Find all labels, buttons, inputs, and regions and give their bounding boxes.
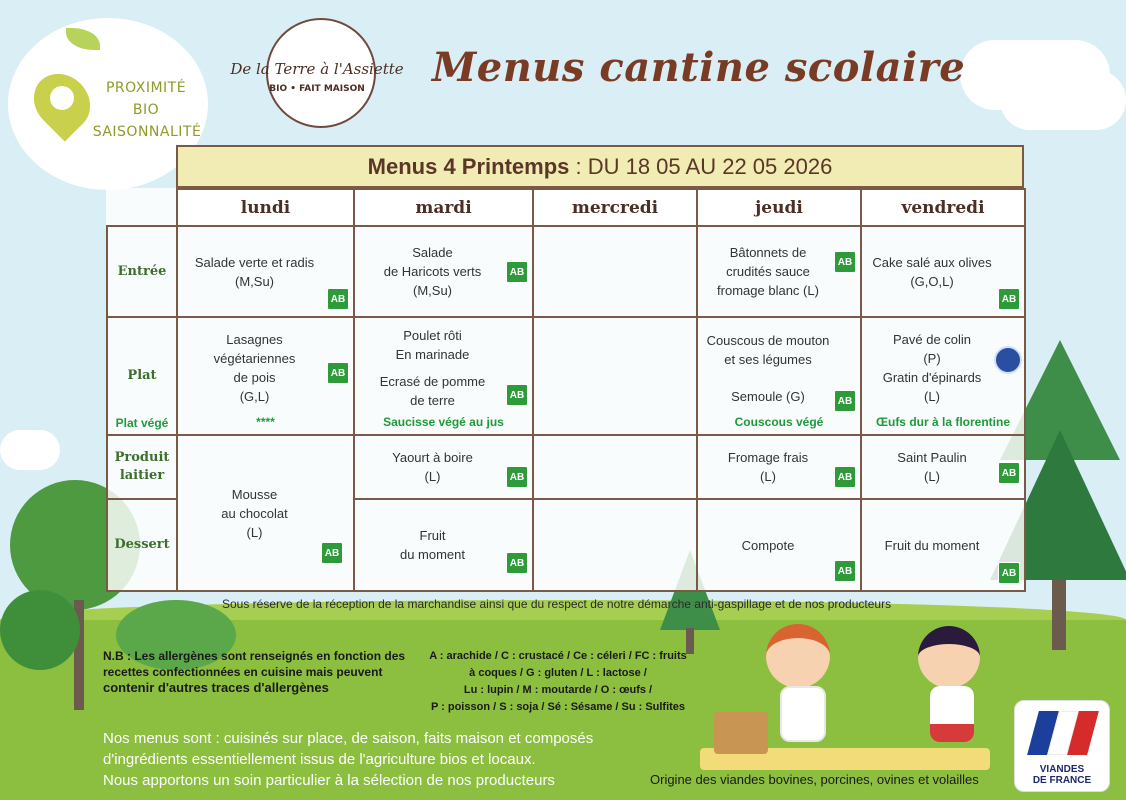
- vege-dish: ****: [256, 415, 275, 429]
- dish-line: Lasagnes: [226, 332, 283, 347]
- picnic-basket: [714, 712, 768, 754]
- dish-line: du moment: [399, 547, 466, 562]
- cell-jeudi-laitier: [697, 435, 861, 499]
- row-label-dessert: Dessert: [107, 499, 177, 591]
- disclaimer-text: Sous réserve de la réception de la marchandise ainsi que du respect de notre démarche anti-gaspillage et de nos producteurs: [222, 597, 892, 611]
- organic-ab-icon: AB: [998, 462, 1020, 484]
- organic-ab-icon: AB: [506, 261, 528, 283]
- girl-body: [930, 686, 974, 742]
- allergen-line: A : arachide / C : crustacé / Ce : céleri / FC : fruits: [429, 650, 687, 662]
- cell-mardi-dessert: [354, 499, 533, 591]
- row-entree: [107, 226, 1025, 317]
- day-vendredi: vendredi: [861, 189, 1025, 226]
- cloud: [0, 430, 60, 470]
- dish-line: Bâtonnets de: [729, 245, 807, 260]
- cell-mardi-entree: [354, 226, 533, 317]
- nb-line: recettes confectionnées en cuisine mais peuvent: [103, 665, 383, 679]
- dish-allergens: (G,O,L): [910, 273, 954, 289]
- dish-line: Gratin d'épinards: [882, 370, 982, 385]
- cell-lundi-plat: [177, 317, 354, 435]
- plat-label: Plat: [127, 368, 157, 383]
- dish-line: de terre: [410, 393, 455, 408]
- cell-vendredi-laitier: [861, 435, 1025, 499]
- row-plat: [107, 317, 1025, 435]
- dish-line: crudités sauce: [726, 264, 810, 279]
- dish-line: Couscous de mouton: [706, 332, 830, 348]
- row-label-produit-laitier: [107, 435, 177, 499]
- viandes-de-france-label: [1018, 764, 1106, 786]
- nos-menus-line: Nous apportons un soin particulier à la sélection de nos producteurs: [103, 772, 555, 789]
- week-banner: [176, 145, 1024, 188]
- allergen-legend: [418, 648, 698, 716]
- cell-mardi-laitier: [354, 435, 533, 499]
- brand-name: De la Terre à l'Assiette: [230, 60, 404, 78]
- dish-line: Salade: [412, 245, 453, 260]
- cell-vendredi-entree: [861, 226, 1025, 317]
- dish-allergens: (P): [923, 351, 941, 366]
- cell-vendredi-plat: [861, 317, 1025, 435]
- dish-line: Compote: [741, 537, 795, 553]
- dish-line: Salade verte et radis: [194, 254, 315, 270]
- nos-menus-text: [103, 728, 703, 791]
- dish-line: Fruit du moment: [884, 537, 980, 553]
- nb-line: contenir d'autres traces d'allergènes: [103, 680, 329, 695]
- organic-ab-icon: AB: [321, 542, 343, 564]
- dish-allergens: (L): [760, 469, 776, 484]
- vege-dish: Saucisse végé au jus: [383, 415, 504, 429]
- dish-line: Fruit: [419, 528, 446, 543]
- cell-mercredi-entree: [533, 226, 697, 317]
- dish-line: Poulet rôti: [403, 328, 462, 343]
- cell-jeudi-entree: [697, 226, 861, 317]
- logo-line-saisonnalite: SAISONNALITÉ: [92, 124, 202, 140]
- page-title: Menus cantine scolaire: [432, 44, 966, 91]
- organic-ab-icon: AB: [327, 362, 349, 384]
- dish-line: Mousse: [231, 486, 278, 502]
- cloud: [1000, 70, 1126, 130]
- vf-line: VIANDES: [1039, 764, 1085, 775]
- laitier-label-2: laitier: [119, 468, 165, 483]
- msc-label-icon: [994, 346, 1022, 374]
- boy-body: [780, 686, 826, 742]
- dish-allergens: (L): [924, 469, 940, 484]
- dish-line: fromage blanc (L): [717, 283, 819, 298]
- day-mercredi: mercredi: [533, 189, 697, 226]
- cell-lundi-entree: [177, 226, 354, 317]
- plat-vege-label: Plat végé: [115, 416, 169, 430]
- brand-subtitle: BIO • FAIT MAISON: [269, 84, 365, 94]
- pin-hole: [50, 86, 74, 110]
- organic-ab-icon: AB: [506, 466, 528, 488]
- nb-line: N.B : Les allergènes sont renseignés en fonction des: [103, 649, 406, 663]
- boy-illustration: [766, 624, 830, 688]
- day-jeudi: jeudi: [697, 189, 861, 226]
- day-mardi: mardi: [354, 189, 533, 226]
- header-row: [107, 189, 1025, 226]
- dish-line: Fromage frais: [727, 450, 809, 465]
- cell-jeudi-plat: [697, 317, 861, 435]
- organic-ab-icon: AB: [327, 288, 349, 310]
- dish-allergens: (L): [246, 524, 263, 540]
- organic-ab-icon: AB: [834, 251, 856, 273]
- cell-mardi-plat: [354, 317, 533, 435]
- dish-line: Saint Paulin: [897, 450, 967, 465]
- nos-menus-line: d'ingrédients essentiellement issus de l'agriculture bios et locaux.: [103, 751, 536, 768]
- menu-table: [106, 188, 1026, 592]
- dish-allergens: (L): [424, 469, 441, 484]
- nos-menus-line: Nos menus sont : cuisinés sur place, de saison, faits maison et composés: [103, 730, 594, 747]
- allergen-note: [103, 648, 413, 696]
- dish-line: au chocolat: [221, 505, 288, 521]
- cell-jeudi-dessert: [697, 499, 861, 591]
- origine-viandes-text: Origine des viandes bovines, porcines, ovines et volailles: [650, 772, 979, 787]
- tree-left-small: [0, 590, 80, 670]
- cell-mercredi-dessert: [533, 499, 697, 591]
- row-label-entree: Entrée: [107, 226, 177, 317]
- dish-line: végétariennes: [213, 351, 296, 366]
- allergen-line: P : poisson / S : soja / Sé : Sésame / Su : Sulfites: [430, 701, 686, 713]
- vf-line: DE FRANCE: [1032, 775, 1092, 786]
- cell-vendredi-dessert: [861, 499, 1025, 591]
- row-produit-laitier: [107, 435, 1025, 499]
- date-range: : DU 18 05 AU 22 05 2026: [569, 153, 833, 179]
- vege-dish: Couscous végé: [734, 415, 824, 429]
- dish-allergens: (L): [924, 389, 940, 404]
- allergen-line: à coques / G : gluten / L : lactose /: [469, 667, 647, 679]
- dish-line: En marinade: [395, 347, 470, 362]
- cell-mercredi-plat: [533, 317, 697, 435]
- organic-ab-icon: AB: [834, 560, 856, 582]
- row-label-plat: [107, 317, 177, 435]
- organic-ab-icon: AB: [506, 384, 528, 406]
- dish-allergens: (M,Su): [413, 283, 452, 298]
- girl-illustration: [918, 626, 980, 688]
- organic-ab-icon: AB: [998, 288, 1020, 310]
- organic-ab-icon: AB: [998, 562, 1020, 584]
- table-corner: [107, 189, 177, 226]
- dish-line: et ses légumes: [724, 351, 812, 367]
- allergen-line: Lu : lupin / M : moutarde / O : œufs /: [463, 684, 653, 696]
- dish-allergens: (G,L): [239, 389, 270, 404]
- dish-line: Ecrasé de pomme: [379, 374, 486, 389]
- day-lundi: lundi: [177, 189, 354, 226]
- dish-line: de Haricots verts: [383, 264, 482, 279]
- dish-line: Cake salé aux olives: [872, 254, 992, 270]
- organic-ab-icon: AB: [506, 552, 528, 574]
- vege-dish: Œufs dur à la florentine: [875, 415, 1010, 429]
- dish-line: Semoule (G): [731, 388, 805, 404]
- dish-line: Pavé de colin: [892, 332, 972, 347]
- laitier-label-1: Produit: [114, 450, 170, 465]
- dish-allergens: (M,Su): [235, 273, 274, 289]
- tree-trunk: [1052, 580, 1066, 650]
- season-label: Menus 4 Printemps: [367, 153, 570, 179]
- cell-mercredi-laitier: [533, 435, 697, 499]
- cell-lundi-laitier-dessert: [177, 435, 354, 591]
- organic-ab-icon: AB: [834, 466, 856, 488]
- dish-line: Yaourt à boire: [392, 450, 473, 465]
- logo-line-bio: BIO: [132, 102, 160, 118]
- logo-line-proximite: PROXIMITÉ: [105, 80, 187, 96]
- organic-ab-icon: AB: [834, 390, 856, 412]
- dish-line: de pois: [233, 370, 276, 385]
